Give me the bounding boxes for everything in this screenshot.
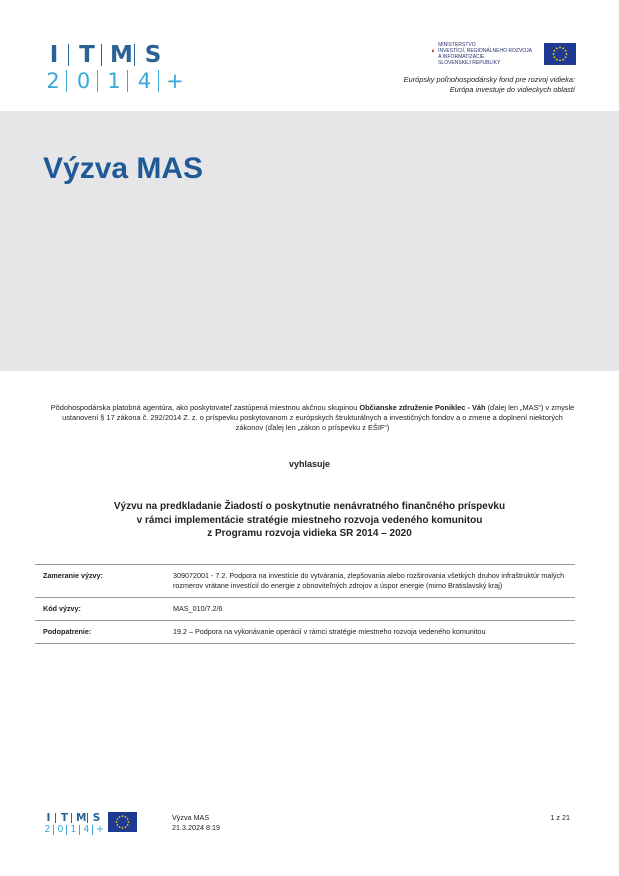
logo-digit: 0: [57, 824, 64, 835]
eu-star-icon: [566, 53, 568, 55]
row-value: 19.2 – Podpora na vykonávanie operácií v rámci stratégie miestneho rozvoja vedeného komunitou: [165, 621, 575, 644]
page-number: 1 z 21: [550, 813, 570, 822]
eu-star-icon: [565, 56, 567, 58]
logo-digit: 4: [137, 69, 152, 93]
eu-star-icon: [553, 53, 555, 55]
eu-star-icon: [559, 47, 561, 49]
logo-letter: M: [110, 42, 133, 68]
page-title: Výzva MAS: [43, 152, 204, 185]
row-value: MAS_010/7.2/6: [165, 598, 575, 621]
ministry-line: MINISTERSTVO: [438, 42, 476, 48]
footer-eu-flag-icon: [108, 812, 137, 832]
logo-letter: M: [76, 812, 87, 824]
eu-star-icon: [117, 818, 119, 820]
eu-star-icon: [117, 824, 119, 826]
row-label: Zameranie výzvy:: [35, 565, 165, 598]
logo-digit: 2: [44, 824, 51, 835]
ministry-line: SLOVENSKEJ REPUBLIKY: [438, 60, 501, 66]
eu-star-icon: [122, 815, 124, 817]
ministry-line: INVESTÍCIÍ, REGIONÁLNEHO ROZVOJA: [438, 48, 532, 54]
eu-star-icon: [559, 60, 561, 62]
fund-tagline-line: Európsky poľnohospodársky fond pre rozvoj vidieka:: [403, 75, 575, 84]
eu-star-icon: [553, 50, 555, 52]
intro-paragraph: [50, 403, 575, 434]
eu-flag-icon: [544, 43, 576, 65]
title-band: [0, 111, 619, 371]
eu-star-icon: [125, 826, 127, 828]
table-row: [35, 598, 575, 621]
logo-letter: I: [49, 42, 59, 68]
intro-text: Pôdohospodárska platobná agentúra, ako poskytovateľ zastúpená miestnou akčnou skupinou: [50, 403, 360, 412]
logo-digit: +: [96, 824, 104, 835]
call-title-line: v rámci implementácie stratégie miestneho rozvoja vedeného komunitou: [136, 514, 483, 526]
row-label: Kód výzvy:: [35, 598, 165, 621]
logo-letter: T: [60, 812, 69, 824]
footer-itms-logo: [44, 812, 104, 835]
footer-meta: [172, 813, 220, 833]
call-info-table: [35, 564, 575, 644]
ministry-logo: [432, 42, 532, 66]
row-label: Podopatrenie:: [35, 621, 165, 644]
table-row: [35, 621, 575, 644]
eu-star-icon: [127, 824, 129, 826]
fund-tagline-line: Európa investuje do vidieckych oblastí: [449, 85, 575, 94]
eu-star-icon: [565, 50, 567, 52]
organization-name: Občianske združenie Poniklec - Váh: [359, 403, 486, 412]
eu-star-icon: [562, 47, 564, 49]
ministry-line: A INFORMATIZÁCIE: [438, 54, 485, 60]
eu-star-icon: [125, 816, 127, 818]
call-title: [0, 500, 619, 541]
eu-star-icon: [127, 818, 129, 820]
row-value: 309072001 - 7.2. Podpora na investície do vytvárania, zlepšovania alebo rozširovania všetkých druhov infraštruktúr malých rozmerov vrátane investícií do energie z obnoviteľných zdrojov a úspor energie (mimo Bratislavský kraj): [165, 565, 575, 598]
eu-star-icon: [556, 47, 558, 49]
fund-tagline: [404, 75, 575, 95]
eu-star-icon: [556, 59, 558, 61]
logo-digit: 2: [46, 69, 60, 93]
footer-doc-name: Výzva MAS: [172, 813, 210, 822]
footer-date: 21.3.2024 8:19: [172, 823, 220, 832]
logo-letter: S: [144, 42, 162, 68]
table-row: [35, 565, 575, 598]
logo-digit: 0: [76, 69, 91, 93]
announces-heading: vyhlasuje: [288, 459, 331, 469]
logo-letter: S: [92, 812, 101, 824]
logo-letter: T: [79, 42, 95, 68]
slovak-coat-of-arms-icon: [432, 44, 434, 58]
logo-letter: I: [46, 812, 51, 824]
call-title-line: z Programu rozvoja vidieka SR 2014 – 2020: [207, 528, 412, 539]
logo-digit: 1: [70, 824, 77, 835]
logo-digit: +: [166, 69, 184, 93]
eu-star-icon: [122, 827, 124, 829]
call-title-line: Výzvu na predkladanie Žiadostí o poskytnutie nenávratného finančného príspevku: [113, 501, 506, 512]
eu-star-icon: [119, 816, 121, 818]
eu-star-icon: [116, 821, 118, 823]
eu-star-icon: [553, 56, 555, 58]
logo-digit: 1: [107, 69, 121, 93]
logo-digit: 4: [83, 824, 90, 835]
itms-logo: [44, 42, 184, 93]
eu-star-icon: [128, 821, 130, 823]
intro-text: (ďalej len „MAS“) v zmysle ustanovení § 17 zákona č. 292/2014 Z. z. o príspevku poskytovanom z európskych štrukturálnych a investičných fondov a o zmene a doplnení niektorých zákonov (ďalej len „zákon o príspevku z EŠIF“): [62, 403, 575, 433]
eu-star-icon: [119, 826, 121, 828]
eu-star-icon: [562, 59, 564, 61]
